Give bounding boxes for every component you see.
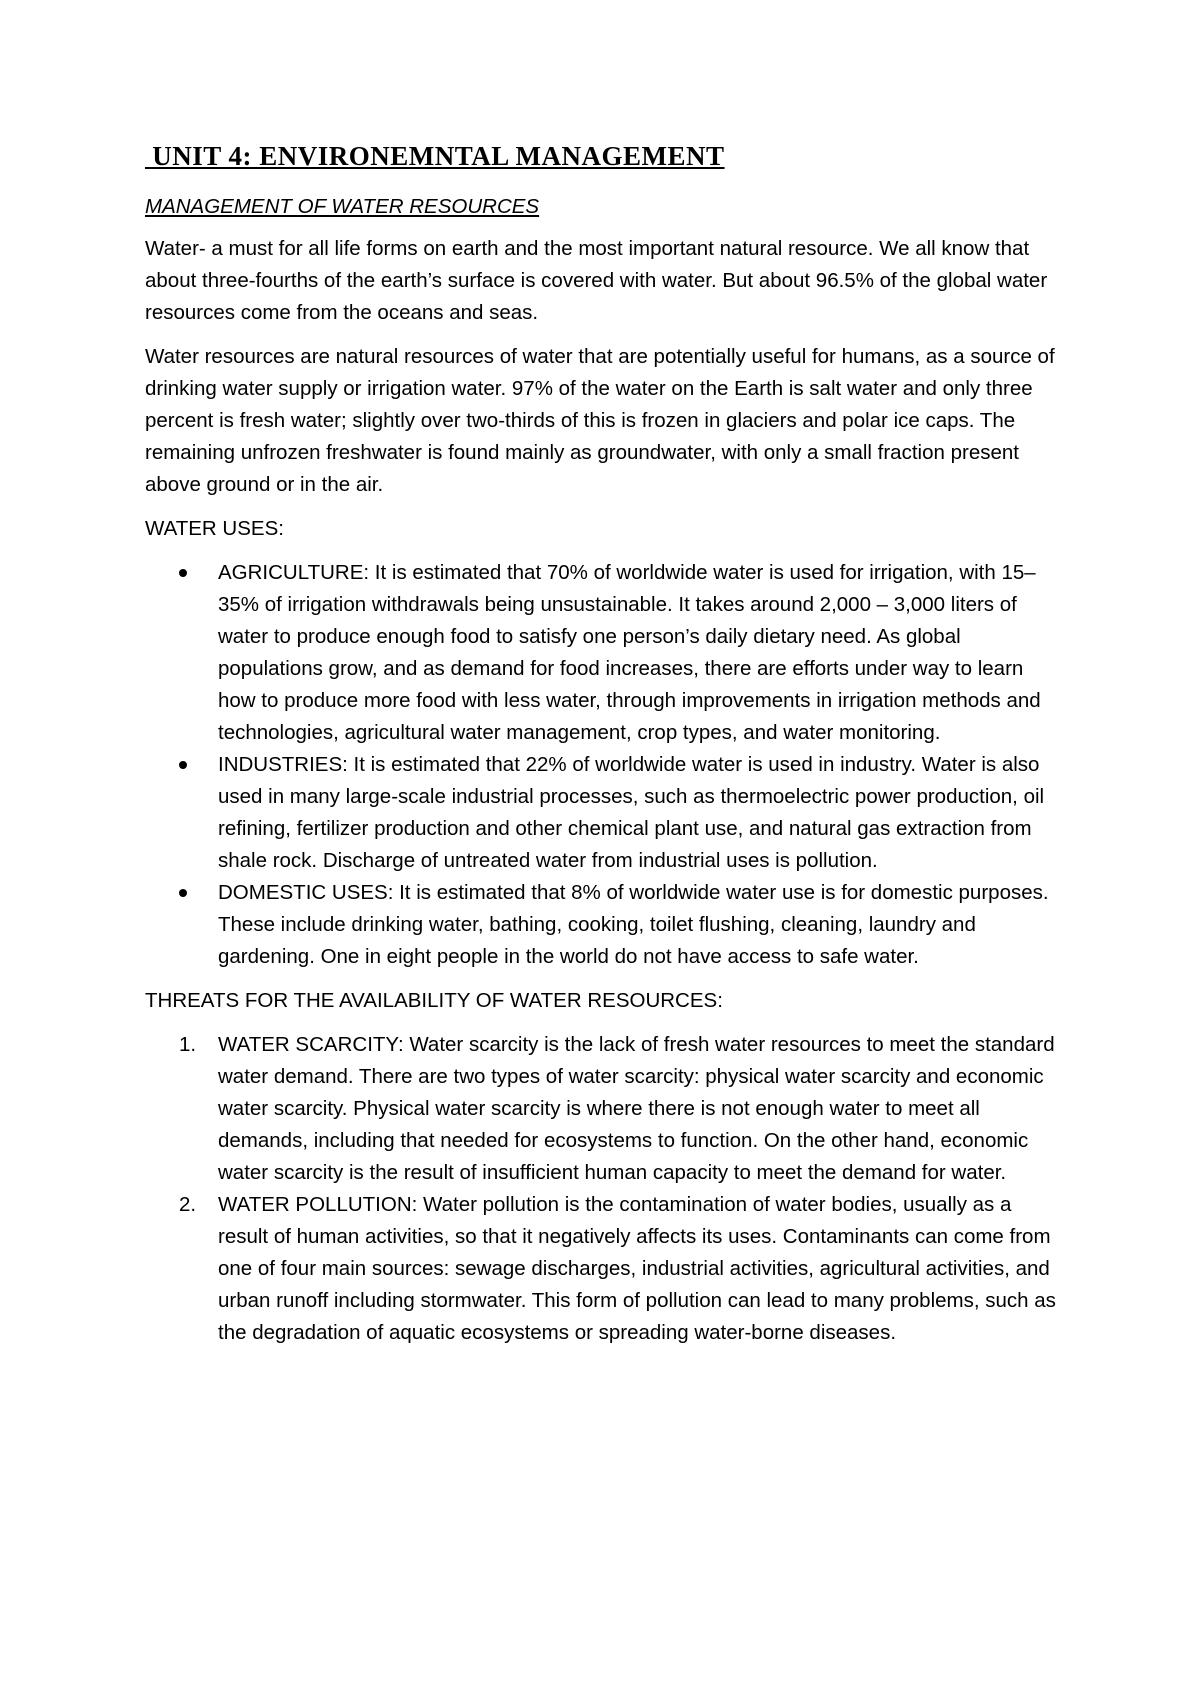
intro-paragraph: Water resources are natural resources of water that are potentially useful for humans, as a source of drinking water supply or irrigation water. 97% of the water on the Earth is salt water and only three percent is fresh water; slightly over two-thirds of this is frozen in glaciers and polar ice caps. The remaining unfrozen freshwater is found mainly as groundwater, with only a small fraction present above ground or in the air.: [145, 345, 1055, 497]
water-uses-list: [145, 557, 1065, 973]
list-number: 1.: [179, 1033, 197, 1057]
list-item-text: AGRICULTURE: It is estimated that 70% of worldwide water is used for irrigation, with 15–35% of irrigation withdrawals being unsustainable. It takes around 2,000 – 3,000 liters of water to produce enough food to satisfy one person’s daily dietary need. As global populations grow, and as demand for food increases, there are efforts under way to learn how to produce more food with less water, through improvements in irrigation methods and technologies, agricultural water management, crop types, and water monitoring.: [218, 561, 1041, 745]
water-uses-heading: WATER USES:: [145, 517, 284, 541]
threats-heading: THREATS FOR THE AVAILABILITY OF WATER RESOURCES:: [145, 989, 723, 1013]
document-title: UNIT 4: ENVIRONEMNTAL MANAGEMENT: [145, 141, 725, 171]
threats-list: [145, 1029, 1065, 1349]
list-number: 2.: [179, 1193, 197, 1217]
list-item-text: WATER SCARCITY: Water scarcity is the lack of fresh water resources to meet the standard water demand. There are two types of water scarcity: physical water scarcity and economic water scarcity. Physical water scarcity is where there is not enough water to meet all demands, including that needed for ecosystems to function. On the other hand, economic water scarcity is the result of insufficient human capacity to meet the demand for water.: [218, 1033, 1055, 1185]
bullet-icon: [179, 761, 187, 769]
list-item: [179, 1029, 1065, 1189]
bullet-icon: [179, 889, 187, 897]
list-item-text: DOMESTIC USES: It is estimated that 8% of worldwide water use is for domestic purposes. These include drinking water, bathing, cooking, toilet flushing, cleaning, laundry and gardening. One in eight people in the world do not have access to safe water.: [218, 881, 1049, 969]
section-subtitle: MANAGEMENT OF WATER RESOURCES: [145, 195, 540, 219]
document-page: [145, 140, 1065, 1361]
list-item: [179, 1189, 1065, 1349]
bullet-icon: [179, 569, 187, 577]
list-item: [218, 557, 1065, 749]
list-item-text: WATER POLLUTION: Water pollution is the contamination of water bodies, usually as a result of human activities, so that it negatively affects its uses. Contaminants can come from one of four main sources: sewage discharges, industrial activities, agricultural activities, and urban runoff including stormwater. This form of pollution can lead to many problems, such as the degradation of aquatic ecosystems or spreading water-borne diseases.: [218, 1193, 1056, 1345]
list-item: [218, 749, 1065, 877]
list-item: [218, 877, 1065, 973]
list-item-text: INDUSTRIES: It is estimated that 22% of worldwide water is used in industry. Water is also used in many large-scale industrial processes, such as thermoelectric power production, oil refining, fertilizer production and other chemical plant use, and natural gas extraction from shale rock. Discharge of untreated water from industrial uses is pollution.: [218, 753, 1045, 873]
intro-paragraph: Water- a must for all life forms on earth and the most important natural resource. We all know that about three-fourths of the earth’s surface is covered with water. But about 96.5% of the global water resources come from the oceans and seas.: [145, 237, 1048, 325]
